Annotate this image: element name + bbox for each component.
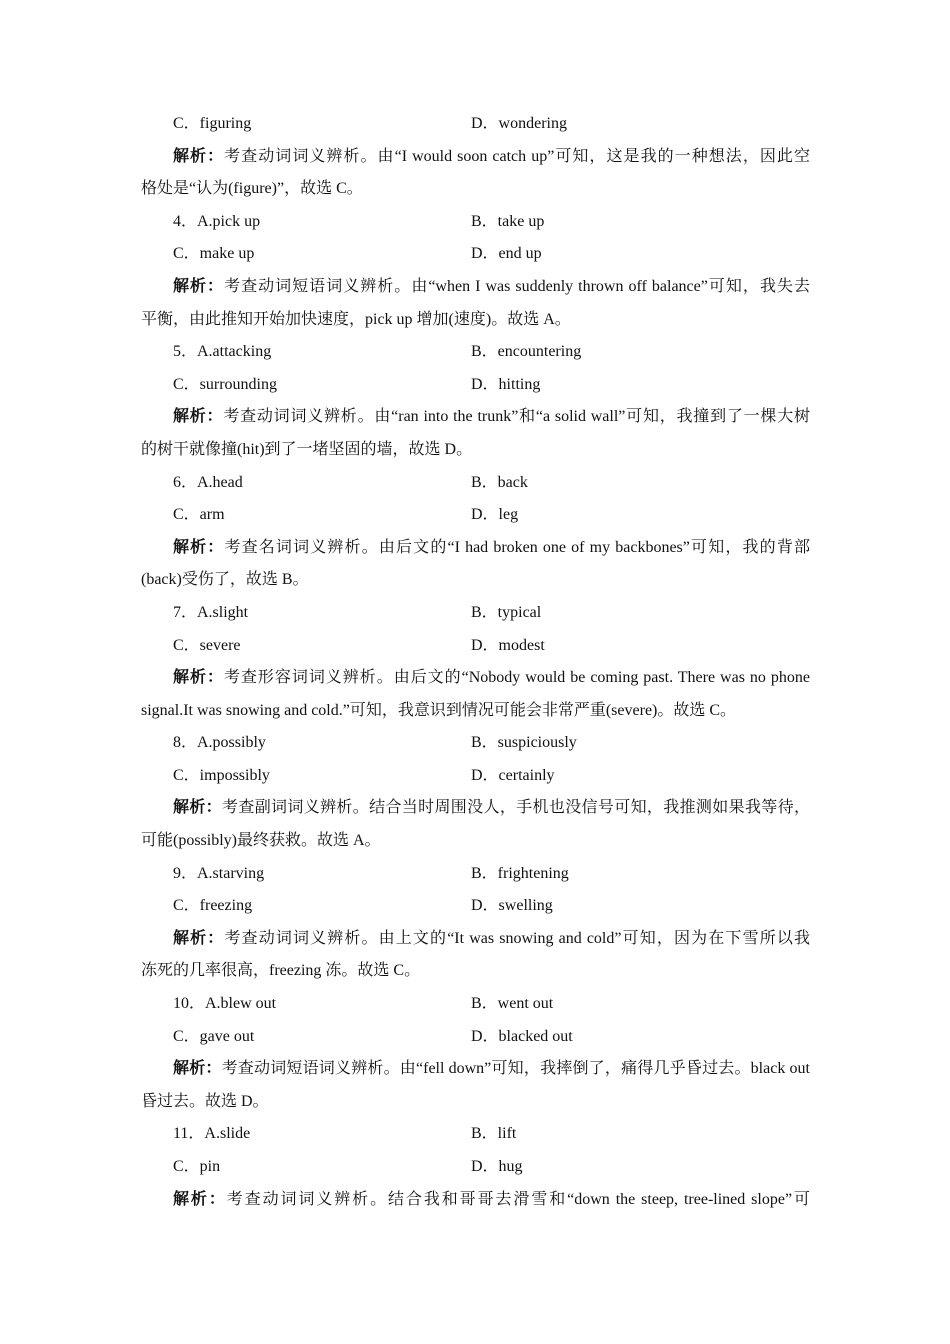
option-left: 9．A.starving (173, 864, 265, 882)
explanation-body: 考查动词词义辨析。结合我和哥哥去滑雪和“down the steep, tree-lined slope”可 (226, 1190, 810, 1208)
explanation-body: 考查动词词义辨析。由上文的“It was snowing and cold”可知，因为在下雪所以我 (224, 929, 810, 947)
explanation-body: 考查形容词词义辨析。由后文的“Nobody would be coming past. There was no phone (223, 669, 810, 687)
option-left: 11．A.slide (173, 1125, 251, 1143)
explanation-body: 考查名词词义辨析。由后文的“I had broken one of my backbones”可知，我的背部 (224, 538, 810, 556)
option-right: B．take up (471, 212, 545, 230)
option-row (0, 206, 950, 239)
option-left: C．arm (173, 506, 225, 524)
explanation-line (0, 792, 950, 825)
explanation-text (173, 401, 810, 434)
explanation-line (0, 662, 950, 695)
explanation-label: 解析： (173, 1190, 227, 1208)
explanation-body: 考查动词词义辨析。由“I would soon catch up”可知，这是我的一种想法，因此空 (224, 147, 810, 165)
explanation-continuation (0, 434, 950, 467)
explanation-label: 解析： (173, 929, 225, 947)
option-row (0, 727, 950, 760)
option-left: C．surrounding (173, 375, 278, 393)
explanation-text: 平衡，由此推知开始加快速度，pick up 增加(速度)。故选 A。 (141, 310, 571, 328)
explanation-text: 可能(possibly)最终获救。故选 A。 (141, 832, 381, 850)
option-right: D．certainly (471, 766, 555, 784)
option-left: C．freezing (173, 897, 253, 915)
option-right: D．hug (471, 1158, 523, 1175)
option-row (0, 336, 950, 369)
explanation-line (0, 141, 950, 174)
explanation-body: 考查动词词义辨析。由“ran into the trunk”和“a solid wall”可知，我撞到了一棵大树 (223, 408, 810, 426)
option-row (0, 630, 950, 663)
explanation-label: 解析： (173, 408, 224, 426)
explanation-body: 考查副词词义辨析。结合当时周围没人，手机也没信号可知，我推测如果我等待， (222, 799, 810, 817)
option-row (0, 988, 950, 1021)
option-row (0, 597, 950, 630)
explanation-line (0, 1053, 950, 1086)
option-left: 5．A.attacking (173, 343, 272, 361)
option-row (0, 238, 950, 271)
option-right: D．swelling (471, 897, 553, 915)
explanation-text: signal.It was snowing and cold.”可知，我意识到情况可能会非常严重(severe)。故选 C。 (141, 701, 737, 719)
explanation-continuation (0, 173, 950, 206)
explanation-label: 解析： (173, 277, 225, 295)
explanation-line (0, 923, 950, 956)
explanation-continuation (0, 955, 950, 988)
explanation-continuation (0, 304, 950, 337)
option-right: B．back (471, 473, 528, 491)
explanation-label: 解析： (173, 669, 224, 687)
explanation-line (0, 271, 950, 304)
explanation-body: 考查动词短语词义辨析。由“fell down”可知，我摔倒了，痛得几乎昏过去。black out (221, 1060, 810, 1078)
option-left: 6．A.head (173, 473, 243, 491)
option-left: C．severe (173, 636, 241, 654)
option-right: D．end up (471, 245, 542, 263)
explanation-line (0, 532, 950, 565)
option-right: B．lift (471, 1125, 517, 1143)
option-left: C．make up (173, 245, 255, 263)
option-left: C．impossibly (173, 766, 270, 784)
option-left: C．gave out (173, 1027, 255, 1045)
option-row (0, 108, 950, 141)
option-row (0, 1021, 950, 1054)
option-row (0, 760, 950, 793)
explanation-line (0, 401, 950, 434)
option-right: B．frightening (471, 864, 569, 882)
explanation-text (173, 662, 810, 695)
explanation-continuation (0, 564, 950, 597)
option-right: D．blacked out (471, 1027, 573, 1045)
option-row (0, 890, 950, 923)
explanation-text (173, 271, 810, 304)
explanation-continuation (0, 695, 950, 728)
option-row (0, 1118, 950, 1151)
option-row (0, 499, 950, 532)
option-right: B．suspiciously (471, 734, 577, 752)
option-left: C．figuring (173, 115, 252, 132)
explanation-line (0, 1184, 950, 1217)
explanation-text (173, 923, 810, 956)
explanation-text (173, 141, 810, 174)
explanation-label: 解析： (173, 799, 223, 817)
explanation-text: 冻死的几率很高，freezing 冻。故选 C。 (141, 962, 421, 980)
explanation-text (173, 532, 810, 565)
option-right: B．typical (471, 603, 542, 621)
explanation-label: 解析： (173, 147, 225, 165)
explanation-text: 的树干就像撞(hit)到了一堵坚固的墙，故选 D。 (141, 440, 473, 458)
option-left: 10．A.blew out (173, 995, 277, 1013)
explanation-text: 昏过去。故选 D。 (141, 1092, 269, 1110)
explanation-label: 解析： (173, 1060, 222, 1078)
explanation-text (173, 792, 810, 825)
explanation-text: (back)受伤了，故选 B。 (141, 571, 309, 589)
explanation-text (173, 1053, 810, 1086)
option-left: C．pin (173, 1158, 221, 1175)
option-left: 8．A.possibly (173, 734, 266, 752)
option-right: B．encountering (471, 343, 582, 361)
option-left: 4．A.pick up (173, 212, 261, 230)
explanation-continuation (0, 825, 950, 858)
document-page (0, 108, 950, 1216)
option-row (0, 858, 950, 891)
option-row (0, 1151, 950, 1184)
explanation-text (173, 1184, 810, 1217)
explanation-body: 考查动词短语词义辨析。由“when I was suddenly thrown off balance”可知，我失去 (224, 277, 810, 295)
option-right: D．wondering (471, 115, 567, 132)
option-left: 7．A.slight (173, 603, 249, 621)
explanation-continuation (0, 1086, 950, 1119)
option-right: D．modest (471, 636, 545, 654)
option-right: D．hitting (471, 375, 541, 393)
explanation-text: 格处是“认为(figure)”，故选 C。 (141, 180, 363, 198)
explanation-label: 解析： (173, 538, 225, 556)
option-row (0, 369, 950, 402)
option-row (0, 467, 950, 500)
option-right: B．went out (471, 995, 554, 1013)
option-right: D．leg (471, 506, 519, 524)
